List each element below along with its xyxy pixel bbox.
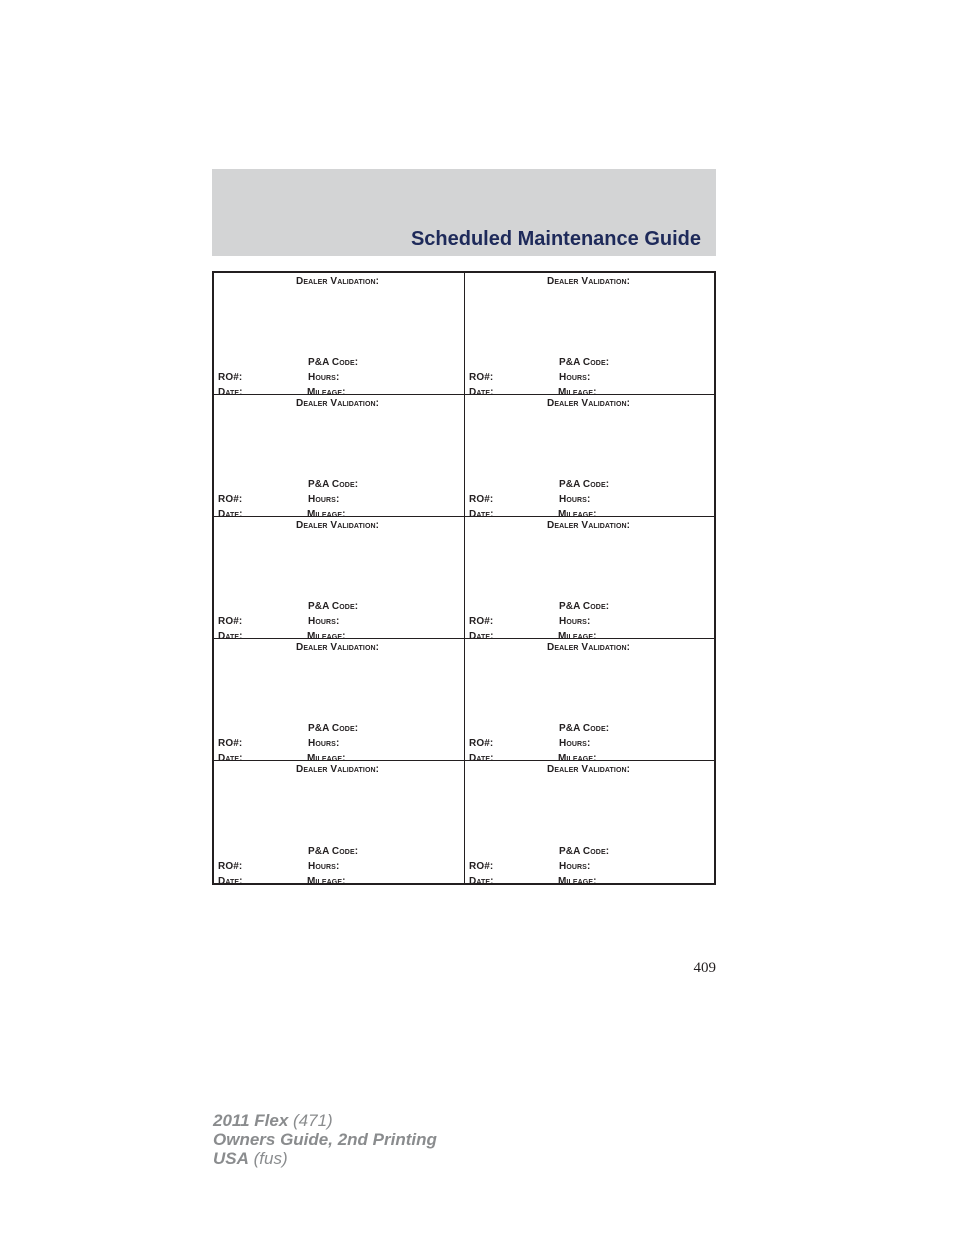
- ro-number-label: RO#:: [469, 494, 494, 505]
- ro-number-label: RO#:: [218, 616, 243, 627]
- mileage-label: Mileage:: [558, 631, 597, 642]
- dealer-validation-label: Dealer Validation:: [296, 398, 380, 409]
- hours-label: Hours:: [559, 372, 591, 383]
- record-cell: [214, 395, 465, 520]
- pa-code-label: P&A Code:: [559, 723, 610, 734]
- footer-line-3: USA (fus): [213, 1149, 288, 1168]
- hours-label: Hours:: [308, 616, 340, 627]
- mileage-label: Mileage:: [558, 753, 597, 764]
- ro-number-label: RO#:: [218, 738, 243, 749]
- date-label: Date:: [469, 631, 494, 642]
- hours-label: Hours:: [308, 494, 340, 505]
- record-cell: [214, 517, 465, 642]
- hours-label: Hours:: [308, 861, 340, 872]
- record-cell: [465, 517, 714, 642]
- pa-code-label: P&A Code:: [308, 723, 359, 734]
- pa-code-label: P&A Code:: [559, 357, 610, 368]
- dealer-validation-label: Dealer Validation:: [547, 764, 631, 775]
- page-number: 409: [693, 960, 716, 976]
- date-label: Date:: [469, 876, 494, 887]
- date-label: Date:: [469, 753, 494, 764]
- hours-label: Hours:: [559, 494, 591, 505]
- ro-number-label: RO#:: [218, 861, 243, 872]
- dealer-validation-label: Dealer Validation:: [547, 276, 631, 287]
- record-cell: [214, 273, 465, 398]
- hours-label: Hours:: [308, 738, 340, 749]
- hours-label: Hours:: [308, 372, 340, 383]
- dealer-validation-label: Dealer Validation:: [547, 520, 631, 531]
- date-label: Date:: [218, 753, 243, 764]
- pa-code-label: P&A Code:: [308, 846, 359, 857]
- footer-line-1: 2011 Flex (471): [213, 1111, 333, 1130]
- footer-line-2: Owners Guide, 2nd Printing: [213, 1130, 437, 1149]
- mileage-label: Mileage:: [307, 387, 346, 398]
- dealer-validation-label: Dealer Validation:: [296, 642, 380, 653]
- mileage-label: Mileage:: [307, 509, 346, 520]
- record-cell: [465, 395, 714, 520]
- date-label: Date:: [218, 876, 243, 887]
- hours-label: Hours:: [559, 616, 591, 627]
- pa-code-label: P&A Code:: [308, 357, 359, 368]
- date-label: Date:: [469, 509, 494, 520]
- record-cell: [465, 761, 714, 887]
- dealer-validation-label: Dealer Validation:: [296, 276, 380, 287]
- maintenance-record-grid: [212, 271, 716, 885]
- dealer-validation-label: Dealer Validation:: [296, 764, 380, 775]
- mileage-label: Mileage:: [307, 753, 346, 764]
- pa-code-label: P&A Code:: [559, 479, 610, 490]
- pa-code-label: P&A Code:: [308, 479, 359, 490]
- mileage-label: Mileage:: [558, 509, 597, 520]
- pa-code-label: P&A Code:: [308, 601, 359, 612]
- ro-number-label: RO#:: [218, 372, 243, 383]
- ro-number-label: RO#:: [469, 616, 494, 627]
- dealer-validation-label: Dealer Validation:: [547, 398, 631, 409]
- header-band: [212, 169, 716, 256]
- dealer-validation-label: Dealer Validation:: [547, 642, 631, 653]
- ro-number-label: RO#:: [469, 372, 494, 383]
- mileage-label: Mileage:: [558, 387, 597, 398]
- dealer-validation-label: Dealer Validation:: [296, 520, 380, 531]
- ro-number-label: RO#:: [469, 861, 494, 872]
- hours-label: Hours:: [559, 861, 591, 872]
- pa-code-label: P&A Code:: [559, 846, 610, 857]
- mileage-label: Mileage:: [307, 876, 346, 887]
- date-label: Date:: [469, 387, 494, 398]
- date-label: Date:: [218, 387, 243, 398]
- page-title: Scheduled Maintenance Guide: [410, 228, 701, 250]
- mileage-label: Mileage:: [558, 876, 597, 887]
- ro-number-label: RO#:: [469, 738, 494, 749]
- date-label: Date:: [218, 509, 243, 520]
- record-cell: [214, 639, 465, 764]
- record-cell: [465, 273, 714, 398]
- hours-label: Hours:: [559, 738, 591, 749]
- date-label: Date:: [218, 631, 243, 642]
- mileage-label: Mileage:: [307, 631, 346, 642]
- record-cell: [214, 761, 465, 887]
- record-cell: [465, 639, 714, 764]
- footer: [213, 1111, 437, 1168]
- pa-code-label: P&A Code:: [559, 601, 610, 612]
- ro-number-label: RO#:: [218, 494, 243, 505]
